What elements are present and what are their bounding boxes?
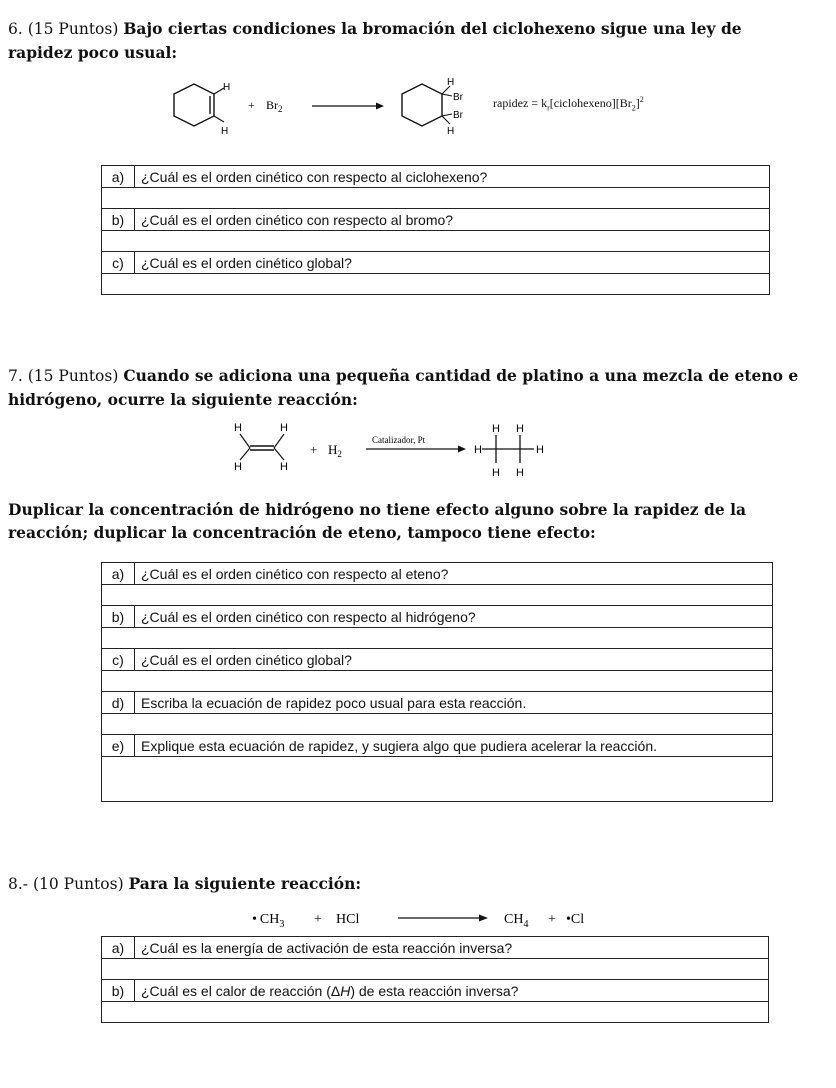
table-row xyxy=(102,606,773,628)
q8a-label: a) xyxy=(102,937,135,959)
q6-question-table xyxy=(101,165,770,295)
ethene-h3: H xyxy=(234,461,242,473)
q6-statement: Bajo ciertas condiciones la bromación del ciclohexeno sigue una ley de rapidez poco usual: xyxy=(8,19,742,62)
methyl-radical: • $CH_3$ xyxy=(252,912,285,930)
q7-question-table xyxy=(101,562,773,802)
q6-number: 6. xyxy=(8,20,23,38)
q7-points: (15 Puntos) xyxy=(27,367,119,385)
q8-points: (10 Puntos) xyxy=(32,875,124,893)
q6c-question: ¿Cuál es el orden cinético global? xyxy=(135,252,770,274)
q8b-answer-field[interactable] xyxy=(102,1002,769,1023)
h-top-label: H xyxy=(223,82,231,93)
q6a-question: ¿Cuál es el orden cinético con respecto al ciclohexeno? xyxy=(135,166,770,188)
product-br-top: Br xyxy=(453,92,463,103)
ethene-h4: H xyxy=(280,461,288,473)
q7-statement: Cuando se adiciona una pequeña cantidad de platino a una mezcla de eteno e hidrógeno, ocurre la siguiente reacción: xyxy=(8,366,799,409)
q8-reaction-diagram xyxy=(250,904,610,932)
q6-heading xyxy=(8,17,808,65)
plus-sign-2: + xyxy=(548,912,556,927)
q7-number: 7. xyxy=(8,367,23,385)
q8-question-table xyxy=(101,936,769,1023)
q6-points: (15 Puntos) xyxy=(27,20,119,38)
q7d-answer-field[interactable] xyxy=(102,714,773,735)
ethane-h-top2: H xyxy=(516,423,524,435)
table-row xyxy=(102,649,773,671)
q6c-label: c) xyxy=(102,252,135,274)
product-h-top: H xyxy=(447,77,455,88)
q6b-question: ¿Cuál es el orden cinético con respecto al bromo? xyxy=(135,209,770,231)
q7e-label: e) xyxy=(102,735,135,757)
ethene-h1: H xyxy=(234,422,242,434)
q7c-question: ¿Cuál es el orden cinético global? xyxy=(135,649,773,671)
q7a-answer-field[interactable] xyxy=(102,585,773,606)
ethene-h2: H xyxy=(280,422,288,434)
q7d-label: d) xyxy=(102,692,135,714)
ethane-h-bot1: H xyxy=(492,467,500,479)
table-row xyxy=(102,735,773,757)
q7-reaction-diagram xyxy=(228,418,568,480)
plus-sign: + xyxy=(314,912,322,927)
ethane-h-right: H xyxy=(536,444,544,456)
q6-reaction-diagram xyxy=(160,76,490,140)
q7a-label: a) xyxy=(102,563,135,585)
product-h-bottom: H xyxy=(447,126,455,137)
table-row xyxy=(102,209,770,231)
q7e-answer-field[interactable] xyxy=(102,757,773,802)
methane-product: $CH_4$ xyxy=(504,912,529,930)
q7b-question: ¿Cuál es el orden cinético con respecto al hidrógeno? xyxy=(135,606,773,628)
q7-heading xyxy=(8,364,808,412)
q6a-answer-field[interactable] xyxy=(102,188,770,209)
q6a-label: a) xyxy=(102,166,135,188)
plus-sign: + xyxy=(310,442,318,457)
q8-statement: Para la siguiente reacción: xyxy=(128,874,362,893)
product-br-bottom: Br xyxy=(453,110,463,121)
q6b-answer-field[interactable] xyxy=(102,231,770,252)
q6-rate-law: rapidez = $k_r[ciclohexeno][Br_2]^2$ xyxy=(493,95,644,113)
q7b-label: b) xyxy=(102,606,135,628)
q7e-question: Explique esta ecuación de rapidez, y sugiera algo que pudiera acelerar la reacción. xyxy=(135,735,773,757)
catalyst-label: Catalizador, Pt xyxy=(372,435,426,445)
ethane-h-left: H xyxy=(474,444,482,456)
q7d-question: Escriba la ecuación de rapidez poco usual para esta reacción. xyxy=(135,692,773,714)
q7b-answer-field[interactable] xyxy=(102,628,773,649)
h-bottom-label: H xyxy=(221,126,229,137)
hcl-reagent: HCl xyxy=(336,912,360,927)
q7c-answer-field[interactable] xyxy=(102,671,773,692)
table-row xyxy=(102,166,770,188)
q8a-answer-field[interactable] xyxy=(102,959,769,980)
q7-paragraph: Duplicar la concentración de hidrógeno no tiene efecto alguno sobre la rapidez de la reacción; duplicar la concentración de eteno, tampoco tiene efecto: xyxy=(8,500,747,542)
dibromocyclohexane-ring xyxy=(402,84,442,126)
q8-heading xyxy=(8,872,808,896)
ethane-h-top1: H xyxy=(492,423,500,435)
q7c-label: c) xyxy=(102,649,135,671)
hydrogen-reagent: $H_2$ xyxy=(328,442,342,459)
cyclohexene-ring xyxy=(174,84,214,126)
table-row xyxy=(102,980,769,1002)
q6c-answer-field[interactable] xyxy=(102,274,770,295)
table-row xyxy=(102,252,770,274)
q7a-question: ¿Cuál es el orden cinético con respecto al eteno? xyxy=(135,563,773,585)
table-row xyxy=(102,563,773,585)
plus-sign: + xyxy=(248,98,255,112)
q6b-label: b) xyxy=(102,209,135,231)
q8b-question: ¿Cuál es el calor de reacción (ΔH) de esta reacción inversa? xyxy=(135,980,769,1002)
chlorine-radical: •Cl xyxy=(566,912,585,927)
table-row xyxy=(102,692,773,714)
q8b-label: b) xyxy=(102,980,135,1002)
q8a-question: ¿Cuál es la energía de activación de esta reacción inversa? xyxy=(135,937,769,959)
q8-number: 8.- xyxy=(8,875,29,893)
ethane-h-bot2: H xyxy=(516,467,524,479)
bromine-reagent: $Br_2$ xyxy=(266,98,283,114)
table-row xyxy=(102,937,769,959)
